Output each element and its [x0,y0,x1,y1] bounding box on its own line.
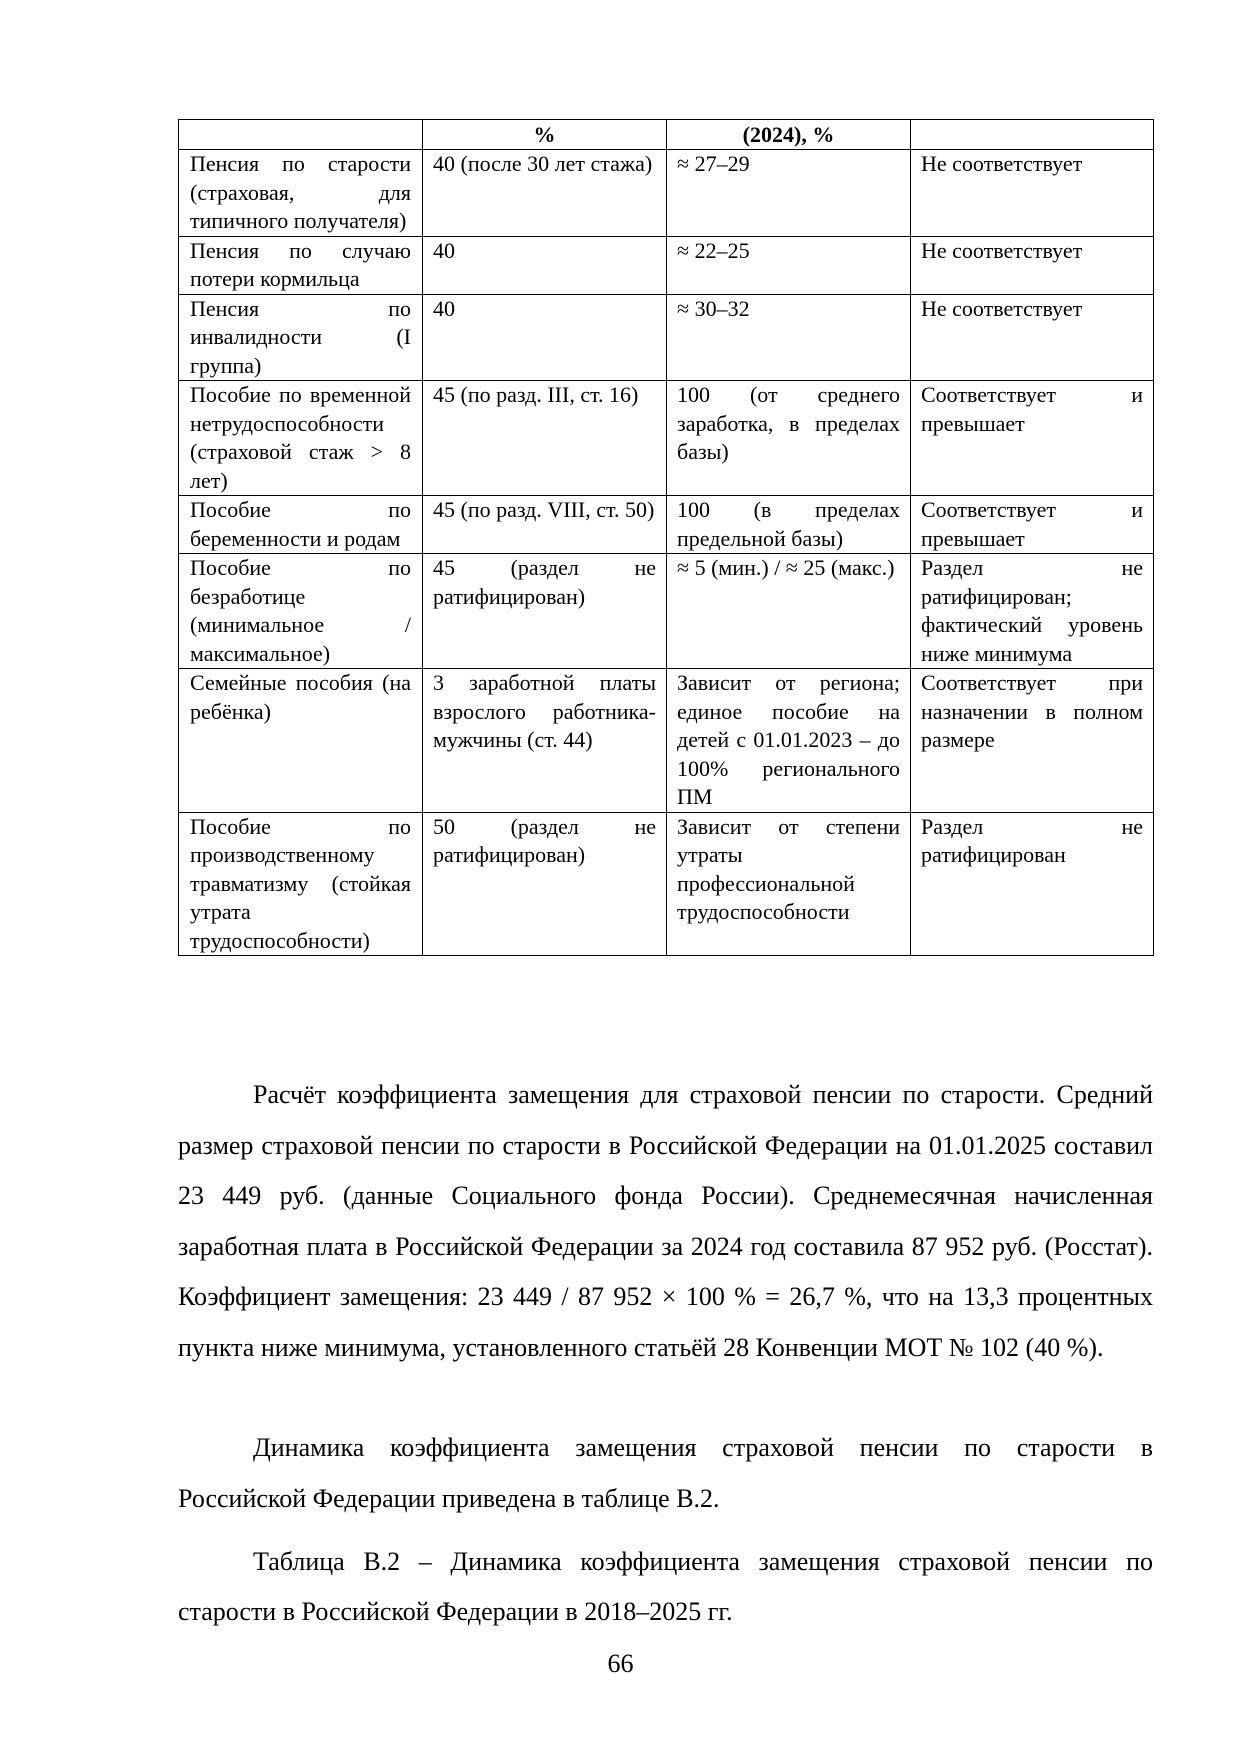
table-row [179,669,1154,813]
table-row [179,381,1154,496]
table-row [179,812,1154,956]
table-header-row [179,120,1154,150]
table-cell-norm: 3 заработной платы взрослого работника-мужчины (ст. 44) [423,669,667,813]
table-cell-actual: ≈ 22–25 [667,236,911,294]
table-cell-benefit: Пенсия по инвалидности (I группа) [179,294,423,381]
table-row [179,236,1154,294]
table-cell-benefit: Пенсия по старости (страховая, для типичного получателя) [179,150,423,237]
table-cell-norm: 45 (по разд. VIII, ст. 50) [423,496,667,554]
table-cell-norm: 50 (раздел не ратифицирован) [423,812,667,956]
table-cell-actual: Зависит от степени утраты профессиональной трудоспособности [667,812,911,956]
table-cell-actual: ≈ 30–32 [667,294,911,381]
table-header-cell [911,120,1154,150]
table-row [179,554,1154,669]
table-row [179,496,1154,554]
table-cell-actual: 100 (от среднего заработка, в пределах базы) [667,381,911,496]
table-caption: Таблица В.2 – Динамика коэффициента замещения страховой пенсии по старости в Российской Федерации в 2018–2025 гг. [178,1547,1153,1626]
table-cell-norm: 40 [423,294,667,381]
table-cell-benefit: Пенсия по случаю потери кормильца [179,236,423,294]
table-cell-norm: 40 [423,236,667,294]
table-cell-assessment: Не соответствует [911,294,1154,381]
table-cell-norm: 45 (по разд. III, ст. 16) [423,381,667,496]
table-cell-benefit: Пособие по производственному травматизму (стойкая утрата трудоспособности) [179,812,423,956]
table-cell-norm: 40 (после 30 лет стажа) [423,150,667,237]
table-cell-assessment: Соответствует и превышает [911,496,1154,554]
comparison-table [178,119,1154,956]
table-cell-norm: 45 (раздел не ратифицирован) [423,554,667,669]
table-cell-assessment: Не соответствует [911,236,1154,294]
page-number: 66 [607,1649,634,1678]
table-cell-assessment: Раздел не ратифицирован [911,812,1154,956]
table-cell-assessment: Соответствует и превышает [911,381,1154,496]
table-cell-benefit: Пособие по беременности и родам [179,496,423,554]
table-cell-benefit: Пособие по безработице (минимальное / максимальное) [179,554,423,669]
table-row [179,150,1154,237]
table-cell-assessment: Соответствует при назначении в полном размере [911,669,1154,813]
table-cell-actual: ≈ 27–29 [667,150,911,237]
table-header-cell [179,120,423,150]
table-cell-actual: ≈ 5 (мин.) / ≈ 25 (макс.) [667,554,911,669]
table-cell-assessment: Не соответствует [911,150,1154,237]
table-cell-benefit: Пособие по временной нетрудоспособности (страховой стаж > 8 лет) [179,381,423,496]
table-cell-actual: Зависит от региона; единое пособие на детей с 01.01.2023 – до 100% регионального ПМ [667,669,911,813]
table-header-cell: % [423,120,667,150]
body-paragraph-replacement-rate-calculation: Расчёт коэффициента замещения для страховой пенсии по старости. Средний размер страховой пенсии по старости в Российской Федерации на 01.01.2025 составил 23 449 руб. (данные Социального фонда России). Среднемесячная начисленная заработная плата в Российской Федерации за 2024 год составила 87 952 руб. (Росстат). Коэффициент замещения: 23 449 / 87 952 × 100 % = 26,7 %, что на 13,3 процентных пункта ниже минимума, установленного статьёй 28 Конвенции МОТ № 102 (40 %). [178,1080,1153,1362]
table-cell-assessment: Раздел не ратифицирован; фактический уровень ниже минимума [911,554,1154,669]
table-cell-benefit: Семейные пособия (на ребёнка) [179,669,423,813]
table-cell-actual: 100 (в пределах предельной базы) [667,496,911,554]
table-row [179,294,1154,381]
table-header-cell: (2024), % [667,120,911,150]
body-paragraph-dynamics-intro: Динамика коэффициента замещения страховой пенсии по старости в Российской Федерации приведена в таблице В.2. [178,1433,1153,1513]
